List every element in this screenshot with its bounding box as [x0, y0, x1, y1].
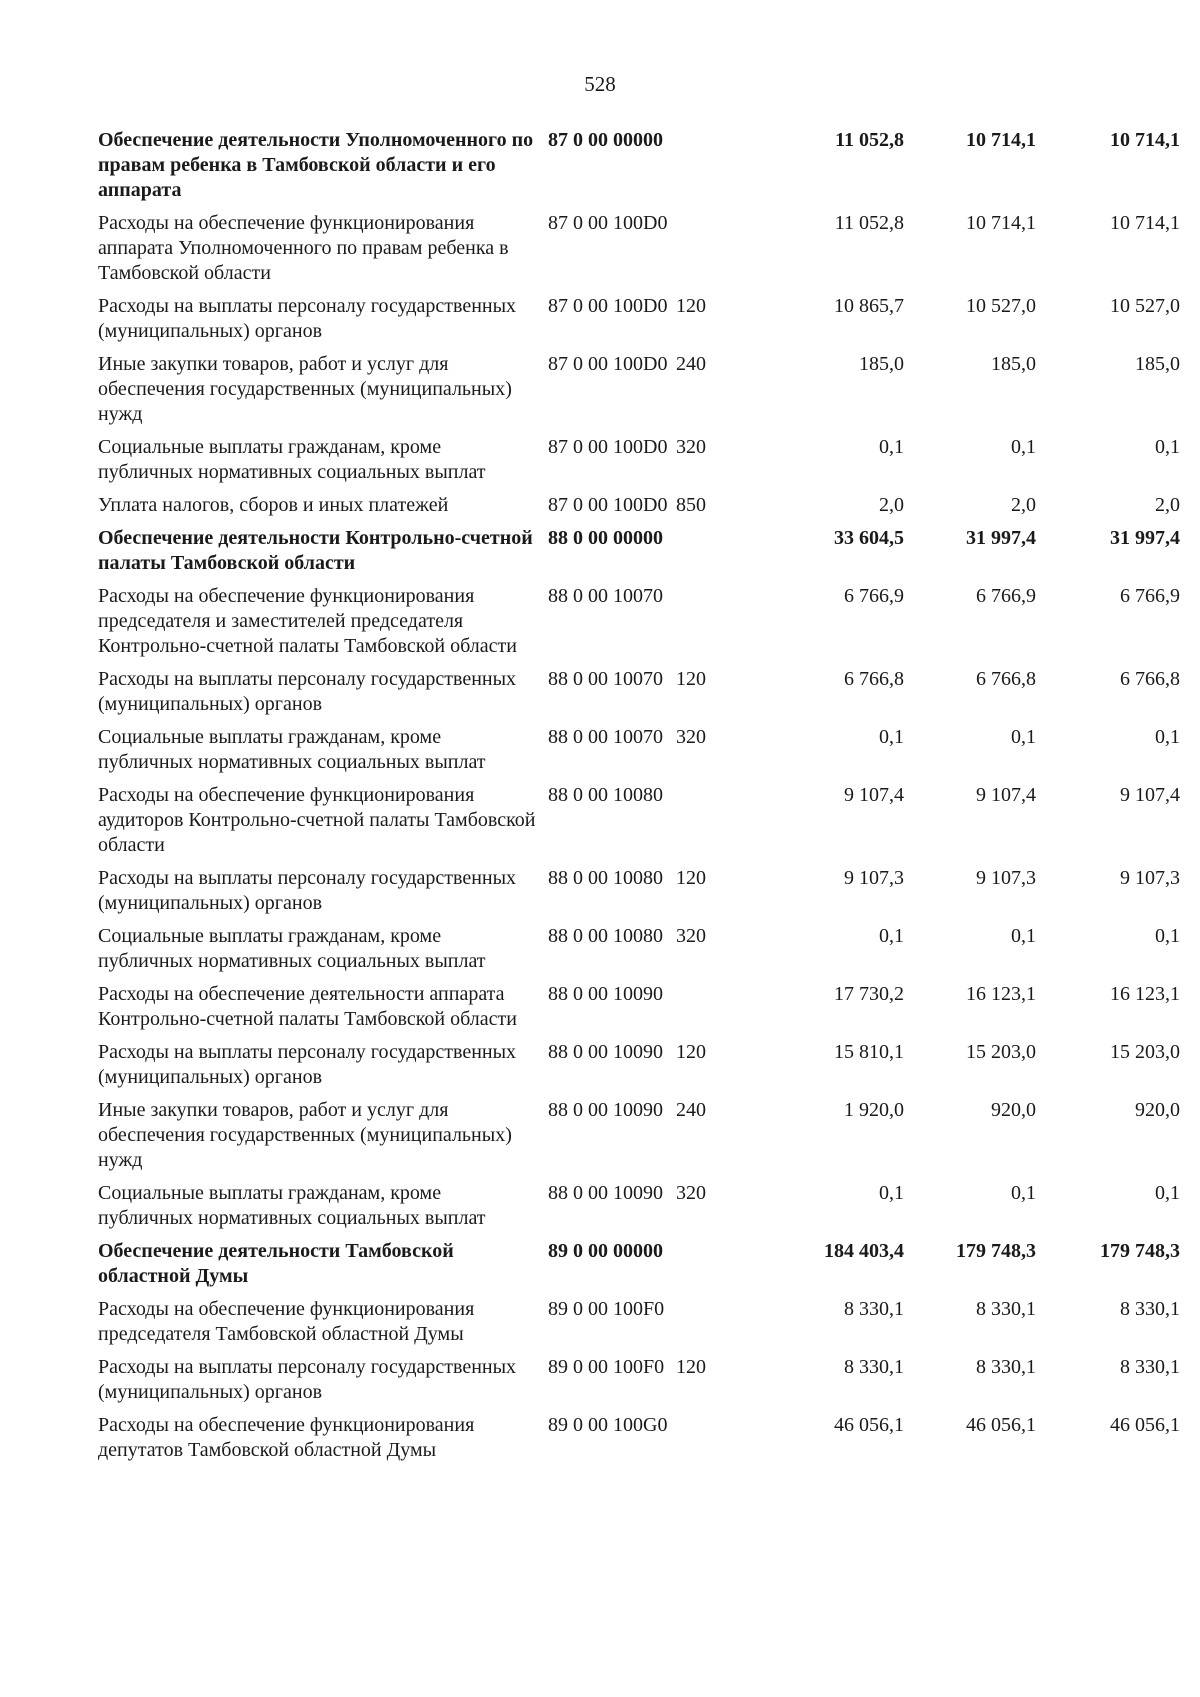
item-name-cell: Расходы на выплаты персоналу государственных (муниципальных) органов — [98, 295, 517, 342]
expense-type-cell: 320 — [676, 726, 706, 748]
amount-year3-cell: 9 107,4 — [1120, 784, 1180, 806]
target-code-cell: 87 0 00 100D0 — [548, 436, 668, 458]
table-row — [98, 435, 1180, 493]
table-row — [98, 584, 1180, 667]
amount-year1-cell: 9 107,4 — [844, 784, 904, 806]
amount-year3-cell: 0,1 — [1155, 925, 1180, 947]
expense-type-cell: 240 — [676, 353, 706, 375]
target-code-cell: 89 0 00 100G0 — [548, 1414, 668, 1436]
amount-year2-cell: 8 330,1 — [976, 1298, 1036, 1320]
amount-year1-cell: 17 730,2 — [834, 983, 904, 1005]
amount-year1-cell: 46 056,1 — [834, 1414, 904, 1436]
expense-type-cell: 120 — [676, 867, 706, 889]
amount-year2-cell: 10 714,1 — [966, 129, 1036, 151]
amount-year3-cell: 8 330,1 — [1120, 1298, 1180, 1320]
amount-year1-cell: 6 766,9 — [844, 585, 904, 607]
item-name-cell: Расходы на обеспечение функционирования председателя Тамбовской областной Думы — [98, 1298, 475, 1345]
table-row — [98, 493, 1180, 526]
expense-type-cell — [672, 211, 734, 294]
table-section-row — [98, 526, 1180, 584]
item-name-cell: Расходы на выплаты персоналу государственных (муниципальных) органов — [98, 1356, 517, 1403]
target-code-cell: 88 0 00 10070 — [548, 585, 663, 607]
amount-year3-cell: 185,0 — [1135, 353, 1180, 375]
expense-type-cell: 120 — [676, 295, 706, 317]
target-code-cell: 89 0 00 100F0 — [548, 1356, 665, 1378]
item-name-cell: Иные закупки товаров, работ и услуг для обеспечения государственных (муниципальных) нужд — [98, 1099, 512, 1171]
item-name-cell: Социальные выплаты гражданам, кроме публичных нормативных социальных выплат — [98, 436, 486, 483]
amount-year2-cell: 920,0 — [991, 1099, 1036, 1121]
amount-year1-cell: 9 107,3 — [844, 867, 904, 889]
amount-year1-cell: 6 766,8 — [844, 668, 904, 690]
amount-year2-cell: 10 714,1 — [966, 212, 1036, 234]
item-name-cell: Расходы на обеспечение функционирования аппарата Уполномоченного по правам ребенка в Тамбовской области — [98, 212, 509, 284]
expense-type-cell: 120 — [676, 1041, 706, 1063]
table-section-row — [98, 1239, 1180, 1297]
amount-year3-cell: 10 527,0 — [1110, 295, 1180, 317]
item-name-cell: Расходы на выплаты персоналу государственных (муниципальных) органов — [98, 1041, 517, 1088]
amount-year2-cell: 31 997,4 — [966, 527, 1036, 549]
amount-year2-cell: 9 107,3 — [976, 867, 1036, 889]
target-code-cell: 88 0 00 10090 — [548, 1099, 663, 1121]
table-row — [98, 352, 1180, 435]
amount-year3-cell: 6 766,8 — [1120, 668, 1180, 690]
target-code-cell: 88 0 00 10070 — [548, 726, 663, 748]
item-name-cell: Обеспечение деятельности Тамбовской областной Думы — [98, 1240, 454, 1287]
amount-year3-cell: 9 107,3 — [1120, 867, 1180, 889]
target-code-cell: 88 0 00 00000 — [548, 527, 663, 549]
item-name-cell: Расходы на обеспечение функционирования председателя и заместителей председателя Контрольно-счетной палаты Тамбовской области — [98, 585, 517, 657]
expense-type-cell — [672, 584, 734, 667]
amount-year1-cell: 11 052,8 — [835, 129, 904, 151]
amount-year1-cell: 8 330,1 — [844, 1356, 904, 1378]
target-code-cell: 87 0 00 100D0 — [548, 353, 668, 375]
amount-year1-cell: 2,0 — [879, 494, 904, 516]
table-row — [98, 1355, 1180, 1413]
expense-type-cell: 320 — [676, 1182, 706, 1204]
budget-table — [98, 128, 1180, 1471]
target-code-cell: 88 0 00 10080 — [548, 867, 663, 889]
expense-type-cell: 120 — [676, 1356, 706, 1378]
target-code-cell: 89 0 00 100F0 — [548, 1298, 665, 1320]
amount-year1-cell: 0,1 — [879, 925, 904, 947]
amount-year3-cell: 2,0 — [1155, 494, 1180, 516]
table-row — [98, 294, 1180, 352]
amount-year2-cell: 6 766,8 — [976, 668, 1036, 690]
amount-year2-cell: 0,1 — [1011, 436, 1036, 458]
amount-year3-cell: 31 997,4 — [1110, 527, 1180, 549]
amount-year2-cell: 185,0 — [991, 353, 1036, 375]
item-name-cell: Социальные выплаты гражданам, кроме публичных нормативных социальных выплат — [98, 1182, 486, 1229]
amount-year2-cell: 9 107,4 — [976, 784, 1036, 806]
amount-year3-cell: 15 203,0 — [1110, 1041, 1180, 1063]
item-name-cell: Уплата налогов, сборов и иных платежей — [98, 494, 449, 516]
expense-type-cell — [672, 783, 734, 866]
amount-year3-cell: 16 123,1 — [1110, 983, 1180, 1005]
table-row — [98, 667, 1180, 725]
table-row — [98, 982, 1180, 1040]
amount-year2-cell: 0,1 — [1011, 726, 1036, 748]
item-name-cell: Социальные выплаты гражданам, кроме публичных нормативных социальных выплат — [98, 925, 486, 972]
amount-year3-cell: 6 766,9 — [1120, 585, 1180, 607]
amount-year1-cell: 1 920,0 — [844, 1099, 904, 1121]
target-code-cell: 87 0 00 100D0 — [548, 494, 668, 516]
amount-year1-cell: 0,1 — [879, 436, 904, 458]
item-name-cell: Расходы на обеспечение функционирования депутатов Тамбовской областной Думы — [98, 1414, 475, 1461]
amount-year1-cell: 33 604,5 — [834, 527, 904, 549]
target-code-cell: 88 0 00 10070 — [548, 668, 663, 690]
amount-year1-cell: 0,1 — [879, 1182, 904, 1204]
amount-year1-cell: 0,1 — [879, 726, 904, 748]
table-row — [98, 1297, 1180, 1355]
page-number: 528 — [584, 72, 616, 96]
amount-year3-cell: 46 056,1 — [1110, 1414, 1180, 1436]
amount-year1-cell: 10 865,7 — [834, 295, 904, 317]
table-row — [98, 1098, 1180, 1181]
amount-year2-cell: 46 056,1 — [966, 1414, 1036, 1436]
item-name-cell: Расходы на обеспечение деятельности аппарата Контрольно-счетной палаты Тамбовской области — [98, 983, 517, 1030]
amount-year1-cell: 15 810,1 — [834, 1041, 904, 1063]
amount-year3-cell: 0,1 — [1155, 436, 1180, 458]
item-name-cell: Иные закупки товаров, работ и услуг для обеспечения государственных (муниципальных) нужд — [98, 353, 512, 425]
expense-type-cell — [672, 1297, 734, 1355]
amount-year3-cell: 10 714,1 — [1110, 212, 1180, 234]
expense-type-cell: 320 — [676, 436, 706, 458]
target-code-cell: 87 0 00 00000 — [548, 129, 663, 151]
amount-year3-cell: 179 748,3 — [1100, 1240, 1180, 1262]
item-name-cell: Расходы на выплаты персоналу государственных (муниципальных) органов — [98, 668, 517, 715]
amount-year1-cell: 11 052,8 — [834, 212, 904, 234]
target-code-cell: 87 0 00 100D0 — [548, 212, 668, 234]
amount-year2-cell: 2,0 — [1011, 494, 1036, 516]
expense-type-cell — [672, 1239, 734, 1297]
expense-type-cell: 120 — [676, 668, 706, 690]
amount-year1-cell: 184 403,4 — [824, 1240, 904, 1262]
target-code-cell: 87 0 00 100D0 — [548, 295, 668, 317]
expense-type-cell: 320 — [676, 925, 706, 947]
amount-year2-cell: 0,1 — [1011, 925, 1036, 947]
amount-year3-cell: 10 714,1 — [1110, 129, 1180, 151]
table-row — [98, 1181, 1180, 1239]
target-code-cell: 88 0 00 10090 — [548, 983, 663, 1005]
amount-year2-cell: 0,1 — [1011, 1182, 1036, 1204]
budget-table-body — [98, 128, 1180, 1471]
item-name-cell: Обеспечение деятельности Уполномоченного по правам ребенка в Тамбовской области и его аппарата — [98, 129, 534, 201]
table-row — [98, 211, 1180, 294]
expense-type-cell — [672, 526, 734, 584]
item-name-cell: Расходы на выплаты персоналу государственных (муниципальных) органов — [98, 867, 517, 914]
table-section-row — [98, 128, 1180, 211]
amount-year1-cell: 185,0 — [859, 353, 904, 375]
amount-year2-cell: 10 527,0 — [966, 295, 1036, 317]
table-row — [98, 1413, 1180, 1471]
amount-year2-cell: 16 123,1 — [966, 983, 1036, 1005]
amount-year1-cell: 8 330,1 — [844, 1298, 904, 1320]
target-code-cell: 88 0 00 10080 — [548, 925, 663, 947]
amount-year3-cell: 0,1 — [1155, 1182, 1180, 1204]
amount-year2-cell: 179 748,3 — [956, 1240, 1036, 1262]
expense-type-cell: 240 — [676, 1099, 706, 1121]
amount-year3-cell: 920,0 — [1135, 1099, 1180, 1121]
expense-type-cell — [672, 1413, 734, 1471]
target-code-cell: 88 0 00 10090 — [548, 1041, 663, 1063]
expense-type-cell — [672, 982, 734, 1040]
amount-year3-cell: 8 330,1 — [1120, 1356, 1180, 1378]
item-name-cell: Обеспечение деятельности Контрольно-счетной палаты Тамбовской области — [98, 527, 533, 574]
expense-type-cell: 850 — [676, 494, 706, 516]
amount-year2-cell: 6 766,9 — [976, 585, 1036, 607]
target-code-cell: 89 0 00 00000 — [548, 1240, 663, 1262]
item-name-cell: Социальные выплаты гражданам, кроме публичных нормативных социальных выплат — [98, 726, 486, 773]
table-row — [98, 1040, 1180, 1098]
item-name-cell: Расходы на обеспечение функционирования аудиторов Контрольно-счетной палаты Тамбовской области — [98, 784, 536, 856]
target-code-cell: 88 0 00 10090 — [548, 1182, 663, 1204]
table-row — [98, 924, 1180, 982]
target-code-cell: 88 0 00 10080 — [548, 784, 663, 806]
amount-year3-cell: 0,1 — [1155, 726, 1180, 748]
table-row — [98, 866, 1180, 924]
amount-year2-cell: 8 330,1 — [976, 1356, 1036, 1378]
amount-year2-cell: 15 203,0 — [966, 1041, 1036, 1063]
table-row — [98, 783, 1180, 866]
table-row — [98, 725, 1180, 783]
expense-type-cell — [672, 128, 734, 211]
